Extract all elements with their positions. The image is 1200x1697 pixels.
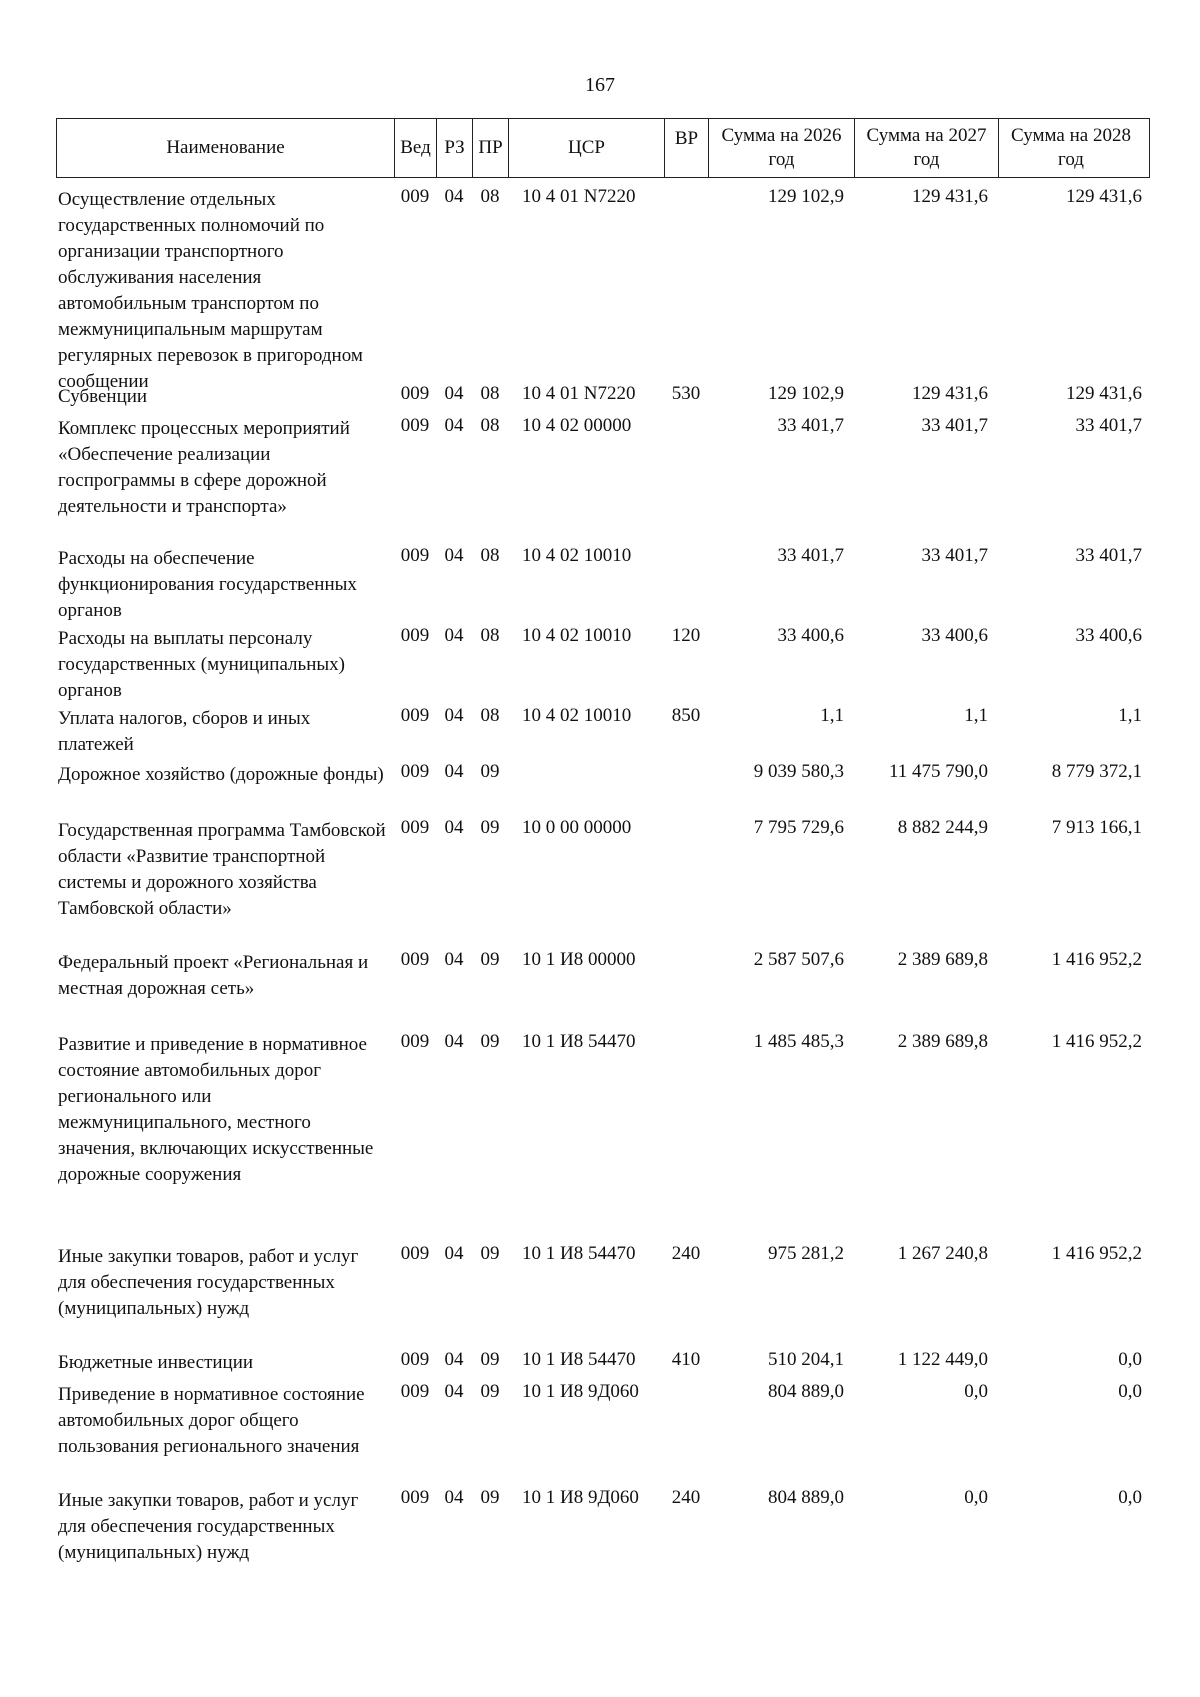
header-sum-2027: Сумма на 2027 год: [855, 119, 999, 177]
row-vr: [664, 815, 708, 947]
row-sum-2027: 2 389 689,8: [897, 949, 988, 970]
row-sum-2027: 1,1: [964, 705, 988, 726]
row-sum-2028: 33 401,7: [1075, 545, 1142, 566]
row-rz: 04: [444, 1243, 464, 1264]
table-row: [56, 1347, 1150, 1379]
table-body: [56, 178, 1150, 1591]
row-sum-2028: 0,0: [1118, 1349, 1142, 1370]
row-pr: 09: [480, 817, 500, 838]
row-sum-2026: 2 587 507,6: [753, 949, 844, 970]
row-ved: 009: [400, 186, 430, 207]
row-rz: 04: [444, 625, 464, 646]
row-name: Государственная программа Тамбовской области «Развитие транспортной системы и дорожного хозяйства Тамбовской области»: [58, 820, 386, 919]
row-ved: 009: [400, 1031, 430, 1052]
row-sum-2027: 0,0: [964, 1487, 988, 1508]
row-sum-2028: 1 416 952,2: [1051, 949, 1142, 970]
row-ved: 009: [400, 625, 430, 646]
row-rz: 04: [444, 545, 464, 566]
row-sum-2028: 33 401,7: [1075, 415, 1142, 436]
table-row: [56, 703, 1150, 759]
row-rz: 04: [444, 949, 464, 970]
row-name: Иные закупки товаров, работ и услуг для обеспечения государственных (муниципальных) нужд: [58, 1490, 359, 1563]
table-row: [56, 1379, 1150, 1485]
row-name: Федеральный проект «Региональная и местная дорожная сеть»: [58, 952, 369, 999]
row-csr: 10 4 01 N7220: [522, 186, 636, 207]
budget-table: [56, 118, 1150, 1591]
table-row: [56, 815, 1150, 947]
row-sum-2026: 1,1: [820, 705, 844, 726]
row-ved: 009: [400, 1487, 430, 1508]
header-sum-2026: Сумма на 2026 год: [709, 119, 855, 177]
row-vr: [664, 413, 708, 543]
row-vr: [664, 1029, 708, 1241]
row-csr: 10 1 И8 9Д060: [522, 1381, 639, 1402]
table-row: [56, 543, 1150, 623]
row-pr: 08: [480, 705, 500, 726]
row-pr: 08: [480, 186, 500, 207]
table-header: [56, 118, 1150, 178]
table-row: [56, 184, 1150, 392]
row-ved: 009: [400, 761, 430, 782]
row-vr: [664, 543, 708, 624]
row-rz: 04: [444, 383, 464, 404]
table-row: [56, 947, 1150, 1029]
header-vr: ВР: [665, 119, 709, 177]
row-sum-2026: 975 281,2: [768, 1243, 844, 1264]
row-sum-2027: 11 475 790,0: [888, 761, 988, 782]
row-sum-2027: 33 400,6: [921, 625, 988, 646]
row-pr: 09: [480, 949, 500, 970]
row-csr: 10 4 02 10010: [522, 545, 632, 566]
row-name: Уплата налогов, сборов и иных платежей: [58, 708, 311, 755]
row-ved: 009: [400, 1349, 430, 1370]
row-vr: [664, 947, 708, 1029]
row-csr: 10 1 И8 54470: [522, 1243, 636, 1264]
row-csr: 10 1 И8 00000: [522, 949, 636, 970]
row-pr: 09: [480, 1031, 500, 1052]
row-sum-2026: 804 889,0: [768, 1487, 844, 1508]
header-ved: Вед: [395, 119, 437, 177]
row-sum-2027: 1 267 240,8: [897, 1243, 988, 1264]
row-sum-2026: 804 889,0: [768, 1381, 844, 1402]
row-ved: 009: [400, 415, 430, 436]
row-ved: 009: [400, 705, 430, 726]
row-pr: 08: [480, 383, 500, 404]
table-row: [56, 1029, 1150, 1241]
row-sum-2028: 1 416 952,2: [1051, 1031, 1142, 1052]
row-pr: 09: [480, 1487, 500, 1508]
row-csr: 10 4 02 10010: [522, 625, 632, 646]
row-vr: 530: [671, 383, 701, 404]
row-sum-2028: 1,1: [1118, 705, 1142, 726]
row-sum-2027: 129 431,6: [912, 383, 988, 404]
header-sum-2028: Сумма на 2028 год: [1011, 125, 1131, 170]
table-row: [56, 759, 1150, 815]
row-ved: 009: [400, 1243, 430, 1264]
row-vr: [664, 1379, 708, 1485]
row-csr: 10 0 00 00000: [522, 817, 632, 838]
row-sum-2026: 33 400,6: [777, 625, 844, 646]
row-csr: [508, 759, 664, 815]
row-name: Расходы на обеспечение функционирования государственных органов: [58, 548, 357, 621]
row-rz: 04: [444, 817, 464, 838]
row-sum-2028: 129 431,6: [1066, 383, 1142, 404]
row-sum-2028: 33 400,6: [1075, 625, 1142, 646]
header-rz: РЗ: [437, 119, 473, 177]
row-vr: 120: [671, 625, 701, 646]
row-rz: 04: [444, 705, 464, 726]
row-rz: 04: [444, 415, 464, 436]
row-pr: 08: [480, 415, 500, 436]
row-name: Осуществление отдельных государственных полномочий по организации транспортного обслуживания населения автомобильным транспортом по межмуниципальным маршрутам регулярных перевозок в пригородном сообщении: [58, 189, 363, 392]
row-vr: 850: [671, 705, 701, 726]
row-pr: 09: [480, 1349, 500, 1370]
row-vr: [664, 759, 708, 815]
table-row: [56, 1485, 1150, 1591]
row-csr: 10 1 И8 54470: [522, 1349, 636, 1370]
row-csr: 10 1 И8 9Д060: [522, 1487, 639, 1508]
row-sum-2027: 2 389 689,8: [897, 1031, 988, 1052]
row-name: Приведение в нормативное состояние автомобильных дорог общего пользования регионального значения: [58, 1384, 365, 1457]
row-rz: 04: [444, 1381, 464, 1402]
row-sum-2026: 1 485 485,3: [753, 1031, 844, 1052]
page-number: 167: [585, 74, 615, 96]
row-sum-2026: 7 795 729,6: [753, 817, 844, 838]
row-vr: 410: [671, 1349, 701, 1370]
row-sum-2027: 33 401,7: [921, 545, 988, 566]
row-pr: 09: [480, 761, 500, 782]
header-csr: ЦСР: [509, 119, 665, 177]
row-sum-2026: 510 204,1: [768, 1349, 844, 1370]
row-name: Расходы на выплаты персоналу государственных (муниципальных) органов: [58, 628, 345, 701]
table-row: [56, 413, 1150, 543]
row-rz: 04: [444, 1349, 464, 1370]
row-ved: 009: [400, 1381, 430, 1402]
row-pr: 09: [480, 1381, 500, 1402]
row-pr: 09: [480, 1243, 500, 1264]
row-name: Развитие и приведение в нормативное состояние автомобильных дорог регионального или межмуниципального, местного значения, включающих искусственные дорожные сооружения: [58, 1034, 374, 1185]
row-sum-2026: 129 102,9: [768, 186, 844, 207]
header-name: Наименование: [57, 119, 395, 177]
row-name: Бюджетные инвестиции: [58, 1352, 254, 1373]
row-sum-2027: 8 882 244,9: [897, 817, 988, 838]
row-name: Комплекс процессных мероприятий «Обеспечение реализации госпрограммы в сфере дорожной деятельности и транспорта»: [58, 418, 350, 517]
row-sum-2026: 33 401,7: [777, 545, 844, 566]
row-csr: 10 4 02 10010: [522, 705, 632, 726]
row-ved: 009: [400, 545, 430, 566]
row-sum-2026: 129 102,9: [768, 383, 844, 404]
row-sum-2028: 7 913 166,1: [1051, 817, 1142, 838]
row-csr: 10 1 И8 54470: [522, 1031, 636, 1052]
row-sum-2028: 8 779 372,1: [1051, 761, 1142, 782]
row-name: Иные закупки товаров, работ и услуг для обеспечения государственных (муниципальных) нужд: [58, 1246, 359, 1319]
row-sum-2027: 1 122 449,0: [897, 1349, 988, 1370]
row-rz: 04: [444, 761, 464, 782]
row-ved: 009: [400, 949, 430, 970]
row-pr: 08: [480, 545, 500, 566]
row-ved: 009: [400, 817, 430, 838]
row-vr: [664, 184, 708, 395]
table-row: [56, 381, 1150, 413]
row-name: Субвенции: [58, 386, 148, 407]
row-sum-2028: 129 431,6: [1066, 186, 1142, 207]
row-rz: 04: [444, 1031, 464, 1052]
row-rz: 04: [444, 1487, 464, 1508]
row-sum-2027: 0,0: [964, 1381, 988, 1402]
row-csr: 10 4 02 00000: [522, 415, 632, 436]
row-sum-2028: 1 416 952,2: [1051, 1243, 1142, 1264]
row-ved: 009: [400, 383, 430, 404]
row-sum-2027: 33 401,7: [921, 415, 988, 436]
row-sum-2026: 33 401,7: [777, 415, 844, 436]
row-csr: 10 4 01 N7220: [522, 383, 636, 404]
table-row: [56, 623, 1150, 703]
row-vr: 240: [671, 1487, 701, 1508]
row-vr: 240: [671, 1243, 701, 1264]
row-sum-2026: 9 039 580,3: [753, 761, 844, 782]
row-sum-2028: 0,0: [1118, 1381, 1142, 1402]
row-sum-2027: 129 431,6: [912, 186, 988, 207]
row-pr: 08: [480, 625, 500, 646]
table-row: [56, 1241, 1150, 1347]
row-name: Дорожное хозяйство (дорожные фонды): [58, 764, 384, 785]
row-sum-2028: 0,0: [1118, 1487, 1142, 1508]
header-pr: ПР: [473, 119, 509, 177]
row-rz: 04: [444, 186, 464, 207]
